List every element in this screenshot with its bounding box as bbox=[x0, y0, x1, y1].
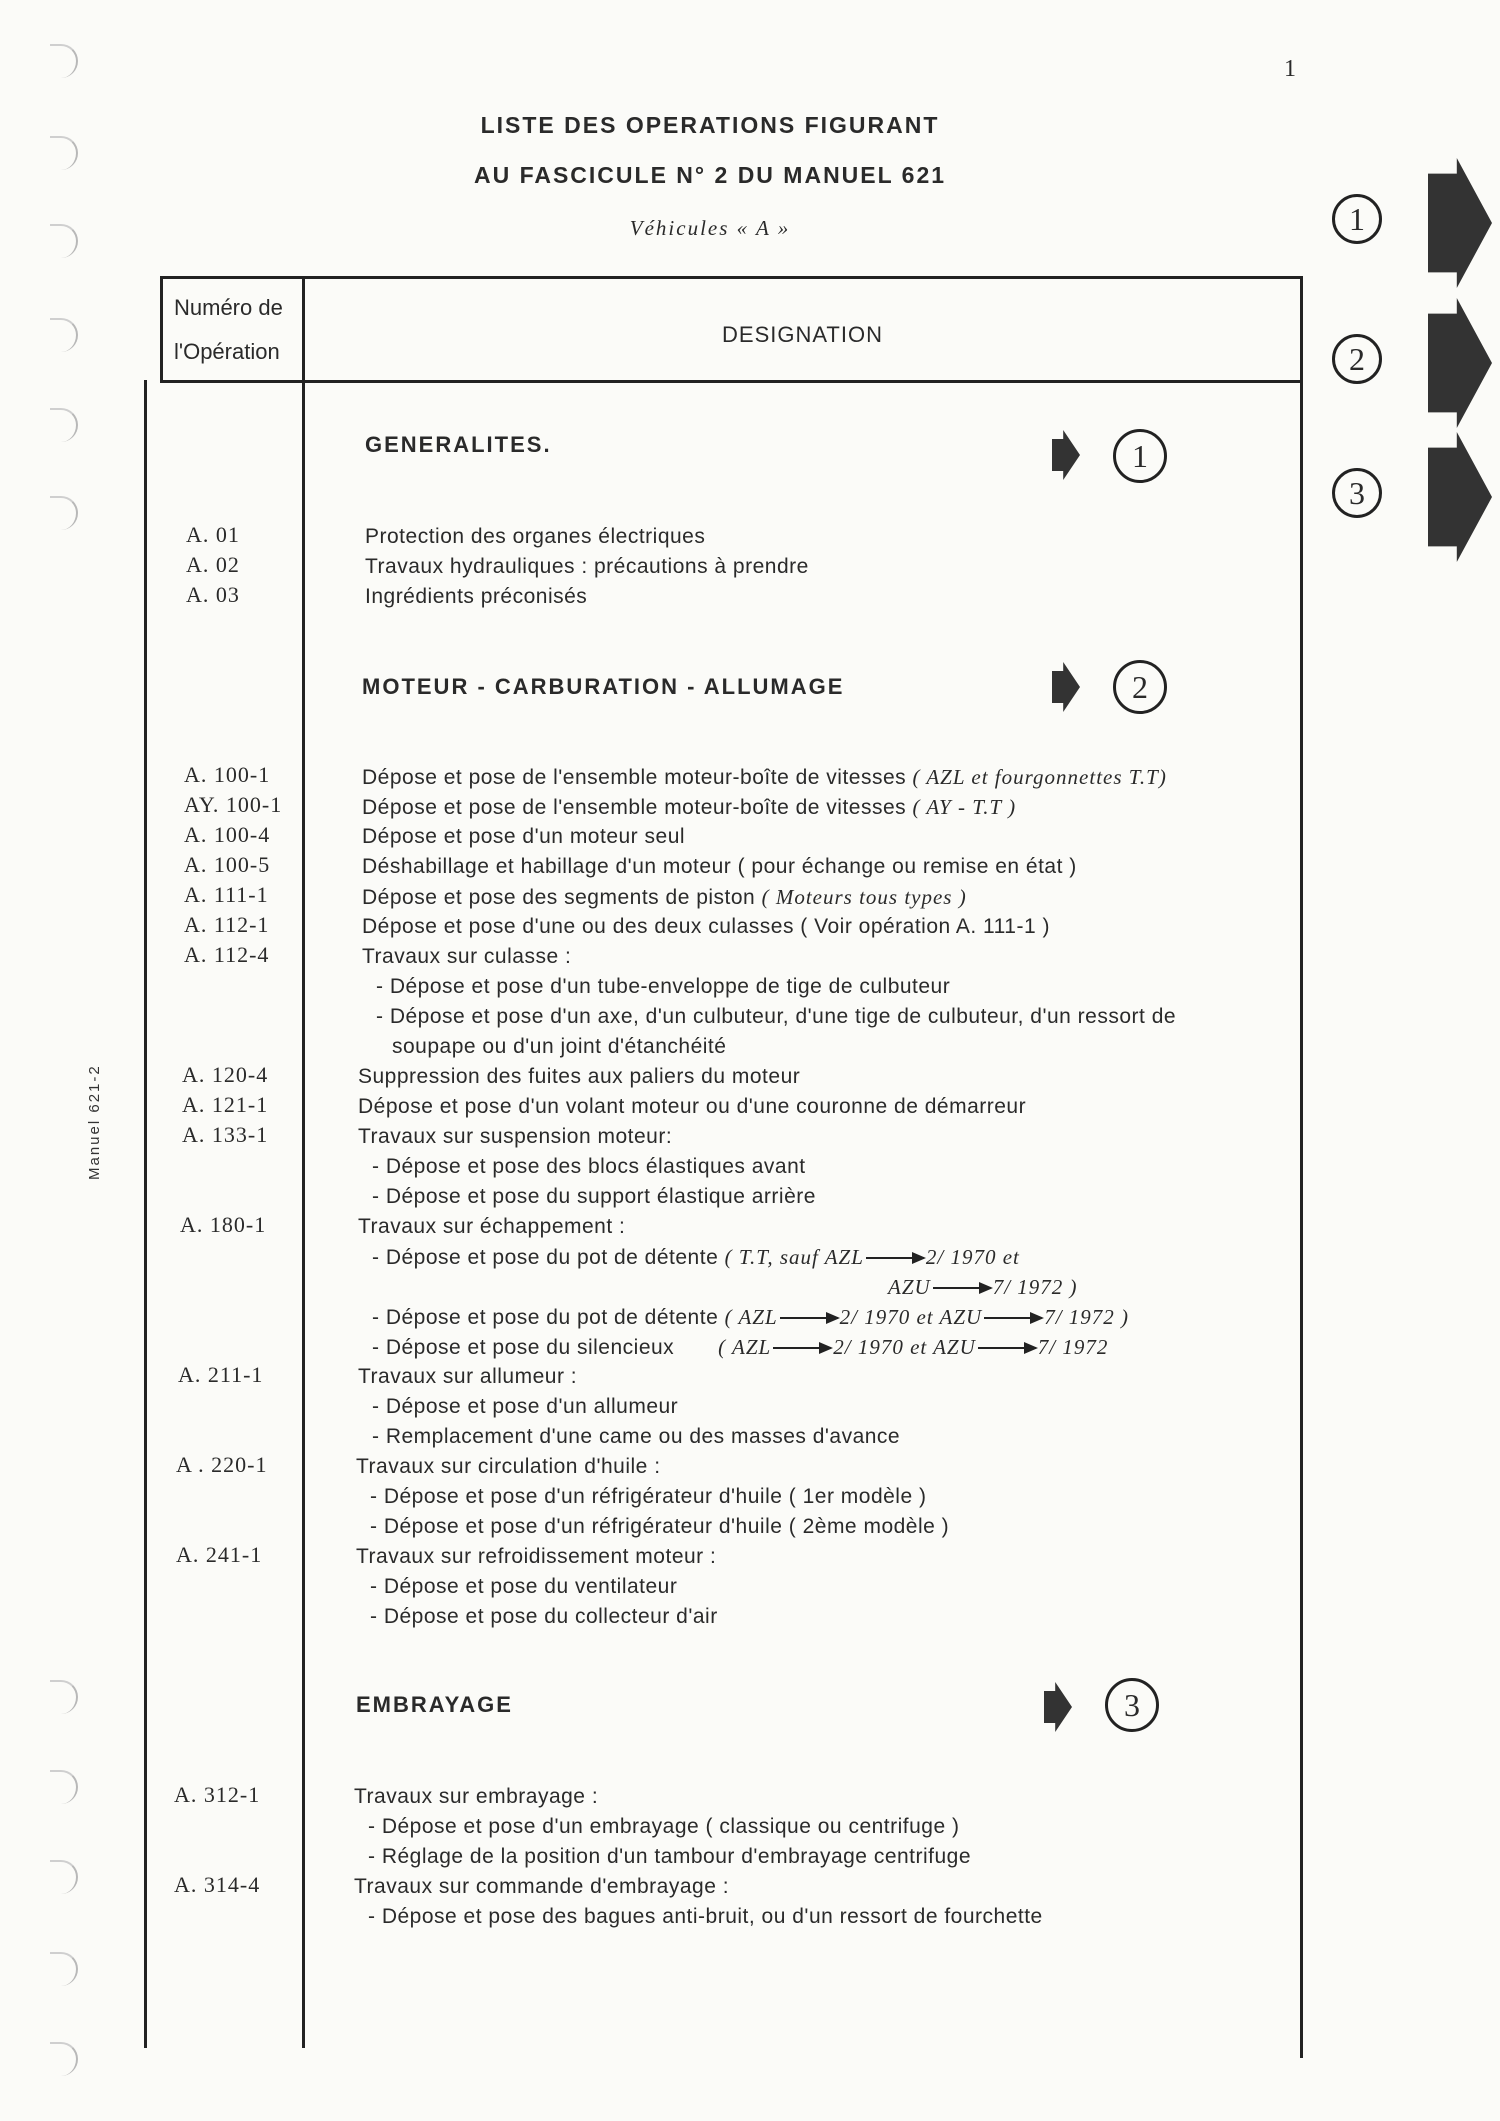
tab-number: 1 bbox=[1332, 194, 1382, 244]
punch-hole bbox=[50, 2042, 78, 2076]
arrow-icon bbox=[933, 1287, 991, 1289]
document-subtitle: Véhicules « A » bbox=[629, 216, 791, 240]
operation-designation: soupape ou d'un joint d'étanchéité bbox=[392, 1035, 727, 1058]
operation-number: AY. 100-1 bbox=[184, 792, 283, 817]
arrow-icon bbox=[978, 1347, 1036, 1349]
operation-number: A. 100-4 bbox=[184, 822, 271, 847]
operation-designation: Travaux sur suspension moteur: bbox=[358, 1125, 673, 1148]
operation-designation: Travaux sur embrayage : bbox=[354, 1785, 599, 1808]
section-arrow-icon bbox=[1052, 662, 1080, 712]
operation-designation: - Dépose et pose d'un réfrigérateur d'huile ( 2ème modèle ) bbox=[370, 1515, 950, 1538]
punch-hole bbox=[50, 1952, 78, 1986]
operation-designation: - Dépose et pose d'un réfrigérateur d'huile ( 1er modèle ) bbox=[370, 1485, 927, 1508]
punch-hole bbox=[50, 408, 78, 442]
vehicle-note: 7/ 1972 ) bbox=[1044, 1305, 1130, 1329]
operation-designation: - Dépose et pose d'un embrayage ( classique ou centrifuge ) bbox=[368, 1815, 960, 1838]
document-title-line2: AU FASCICULE N° 2 DU MANUEL 621 bbox=[473, 162, 947, 188]
punch-hole bbox=[50, 44, 78, 78]
operation-number: A. 03 bbox=[186, 582, 240, 607]
designation-text: - Dépose et pose du pot de détente bbox=[372, 1246, 725, 1269]
operation-number: A. 02 bbox=[186, 552, 240, 577]
operation-designation bbox=[362, 795, 1016, 820]
operation-number: A . 220-1 bbox=[176, 1452, 268, 1477]
operation-designation: - Dépose et pose du ventilateur bbox=[370, 1575, 678, 1598]
table-column-divider bbox=[302, 276, 305, 2048]
designation-text: Dépose et pose des segments de piston bbox=[362, 886, 762, 909]
section-badge: 3 bbox=[1105, 1678, 1159, 1732]
column-header-line: l'Opération bbox=[174, 339, 280, 364]
vehicle-note: ( AZL et fourgonnettes T.T) bbox=[912, 765, 1167, 789]
operation-designation bbox=[362, 765, 1167, 790]
operation-designation: Travaux hydrauliques : précautions à prendre bbox=[365, 555, 809, 578]
vehicle-note: 7/ 1972 bbox=[1037, 1335, 1109, 1359]
tab-arrow-icon bbox=[1428, 298, 1492, 428]
punch-hole bbox=[50, 1680, 78, 1714]
operation-designation bbox=[372, 1245, 1020, 1270]
section-arrow-icon bbox=[1052, 430, 1080, 480]
section-title-generalites: GENERALITES. bbox=[365, 432, 552, 457]
vehicle-note: 7/ 1972 ) bbox=[992, 1275, 1078, 1299]
column-header-line: Numéro de bbox=[174, 295, 283, 320]
vehicle-note: ( Moteurs tous types ) bbox=[761, 885, 967, 909]
manual-side-label: Manuel 621-2 bbox=[86, 1064, 103, 1180]
operation-number: A. 111-1 bbox=[184, 882, 269, 907]
operation-number: A. 180-1 bbox=[180, 1212, 267, 1237]
operation-designation: Dépose et pose d'une ou des deux culasses ( Voir opération A. 111-1 ) bbox=[362, 915, 1050, 938]
operation-designation: - Dépose et pose d'un axe, d'un culbuteur, d'une tige de culbuteur, d'un ressort de bbox=[376, 1005, 1177, 1028]
vehicle-note: ( AZL bbox=[724, 1305, 778, 1329]
operation-designation: Travaux sur allumeur : bbox=[358, 1365, 578, 1388]
punch-hole bbox=[50, 224, 78, 258]
punch-hole bbox=[50, 496, 78, 530]
arrow-icon bbox=[773, 1347, 831, 1349]
operation-number: A. 01 bbox=[186, 522, 240, 547]
table-border bbox=[160, 276, 1303, 279]
operation-designation: - Dépose et pose des bagues anti-bruit, ou d'un ressort de fourchette bbox=[368, 1905, 1043, 1928]
punch-hole bbox=[50, 1770, 78, 1804]
tab-number: 2 bbox=[1332, 334, 1382, 384]
operation-designation: - Remplacement d'une came ou des masses d'avance bbox=[372, 1425, 901, 1448]
operation-designation: - Dépose et pose des blocs élastiques avant bbox=[372, 1155, 806, 1178]
table-border bbox=[160, 276, 163, 383]
tab-arrow-icon bbox=[1428, 158, 1492, 288]
punch-hole bbox=[50, 1860, 78, 1894]
operation-designation: Travaux sur circulation d'huile : bbox=[356, 1455, 661, 1478]
table-header-border bbox=[160, 380, 1303, 383]
designation-text: - Dépose et pose du silencieux bbox=[372, 1336, 675, 1359]
section-title-moteur: MOTEUR - CARBURATION - ALLUMAGE bbox=[362, 674, 845, 699]
operation-designation: - Dépose et pose d'un allumeur bbox=[372, 1395, 679, 1418]
punch-hole bbox=[50, 318, 78, 352]
operation-designation bbox=[362, 885, 967, 910]
operation-number: A. 121-1 bbox=[182, 1092, 269, 1117]
operation-number: A. 211-1 bbox=[178, 1362, 264, 1387]
arrow-icon bbox=[866, 1257, 924, 1259]
operation-designation: - Réglage de la position d'un tambour d'embrayage centrifuge bbox=[368, 1845, 972, 1868]
operation-designation: Suppression des fuites aux paliers du moteur bbox=[358, 1065, 801, 1088]
tab-arrow-icon bbox=[1428, 432, 1492, 562]
column-header-designation: DESIGNATION bbox=[722, 322, 883, 347]
page-number: 1 bbox=[1284, 56, 1296, 82]
operation-number: A. 120-4 bbox=[182, 1062, 269, 1087]
arrow-icon bbox=[984, 1317, 1042, 1319]
operation-number: A. 241-1 bbox=[176, 1542, 263, 1567]
tab-number: 3 bbox=[1332, 468, 1382, 518]
table-border bbox=[1300, 276, 1303, 2058]
operation-number: A. 100-5 bbox=[184, 852, 271, 877]
designation-text: Dépose et pose de l'ensemble moteur-boîte de vitesses bbox=[362, 796, 913, 819]
section-arrow-icon bbox=[1044, 1682, 1072, 1732]
vehicle-note: AZU bbox=[888, 1275, 931, 1299]
operation-designation: Dépose et pose d'un volant moteur ou d'une couronne de démarreur bbox=[358, 1095, 1027, 1118]
operation-designation: - Dépose et pose du collecteur d'air bbox=[370, 1605, 718, 1628]
vehicle-note: 2/ 1970 et AZU bbox=[839, 1305, 983, 1329]
section-badge: 1 bbox=[1113, 429, 1167, 483]
operation-designation: Protection des organes électriques bbox=[365, 525, 706, 548]
operation-designation: - Dépose et pose du support élastique arrière bbox=[372, 1185, 816, 1208]
vehicle-note: 2/ 1970 et AZU bbox=[833, 1335, 976, 1359]
operation-number: A. 112-4 bbox=[184, 942, 270, 967]
section-badge: 2 bbox=[1113, 660, 1167, 714]
operation-designation bbox=[888, 1275, 1078, 1300]
operation-designation: Ingrédients préconisés bbox=[365, 585, 588, 608]
vehicle-note: ( AY - T.T ) bbox=[912, 795, 1017, 819]
operation-designation bbox=[372, 1335, 1108, 1360]
operation-designation: Travaux sur échappement : bbox=[358, 1215, 626, 1238]
punch-hole bbox=[50, 136, 78, 170]
operation-designation: Dépose et pose d'un moteur seul bbox=[362, 825, 686, 848]
column-header-number bbox=[166, 286, 300, 374]
operation-number: A. 312-1 bbox=[174, 1782, 261, 1807]
table-border bbox=[144, 380, 147, 2048]
designation-text: Dépose et pose de l'ensemble moteur-boîte de vitesses bbox=[362, 766, 913, 789]
operation-designation bbox=[372, 1305, 1129, 1330]
operation-designation: - Dépose et pose d'un tube-enveloppe de tige de culbuteur bbox=[376, 975, 951, 998]
operation-designation: Travaux sur commande d'embrayage : bbox=[354, 1875, 730, 1898]
document-title-line1: LISTE DES OPERATIONS FIGURANT bbox=[480, 112, 940, 138]
operation-designation: Travaux sur culasse : bbox=[362, 945, 572, 968]
operation-designation: Déshabillage et habillage d'un moteur ( pour échange ou remise en état ) bbox=[362, 855, 1077, 878]
designation-text: - Dépose et pose du pot de détente bbox=[372, 1306, 725, 1329]
operation-number: A. 112-1 bbox=[184, 912, 270, 937]
operation-designation: Travaux sur refroidissement moteur : bbox=[356, 1545, 717, 1568]
vehicle-note: ( AZL bbox=[718, 1335, 772, 1359]
vehicle-note: 2/ 1970 et bbox=[925, 1245, 1020, 1269]
vehicle-note: ( T.T, sauf AZL bbox=[724, 1245, 864, 1269]
operation-number: A. 133-1 bbox=[182, 1122, 269, 1147]
arrow-icon bbox=[780, 1317, 838, 1319]
section-title-embrayage: EMBRAYAGE bbox=[356, 1692, 513, 1717]
operation-number: A. 314-4 bbox=[174, 1872, 261, 1897]
operation-number: A. 100-1 bbox=[184, 762, 271, 787]
